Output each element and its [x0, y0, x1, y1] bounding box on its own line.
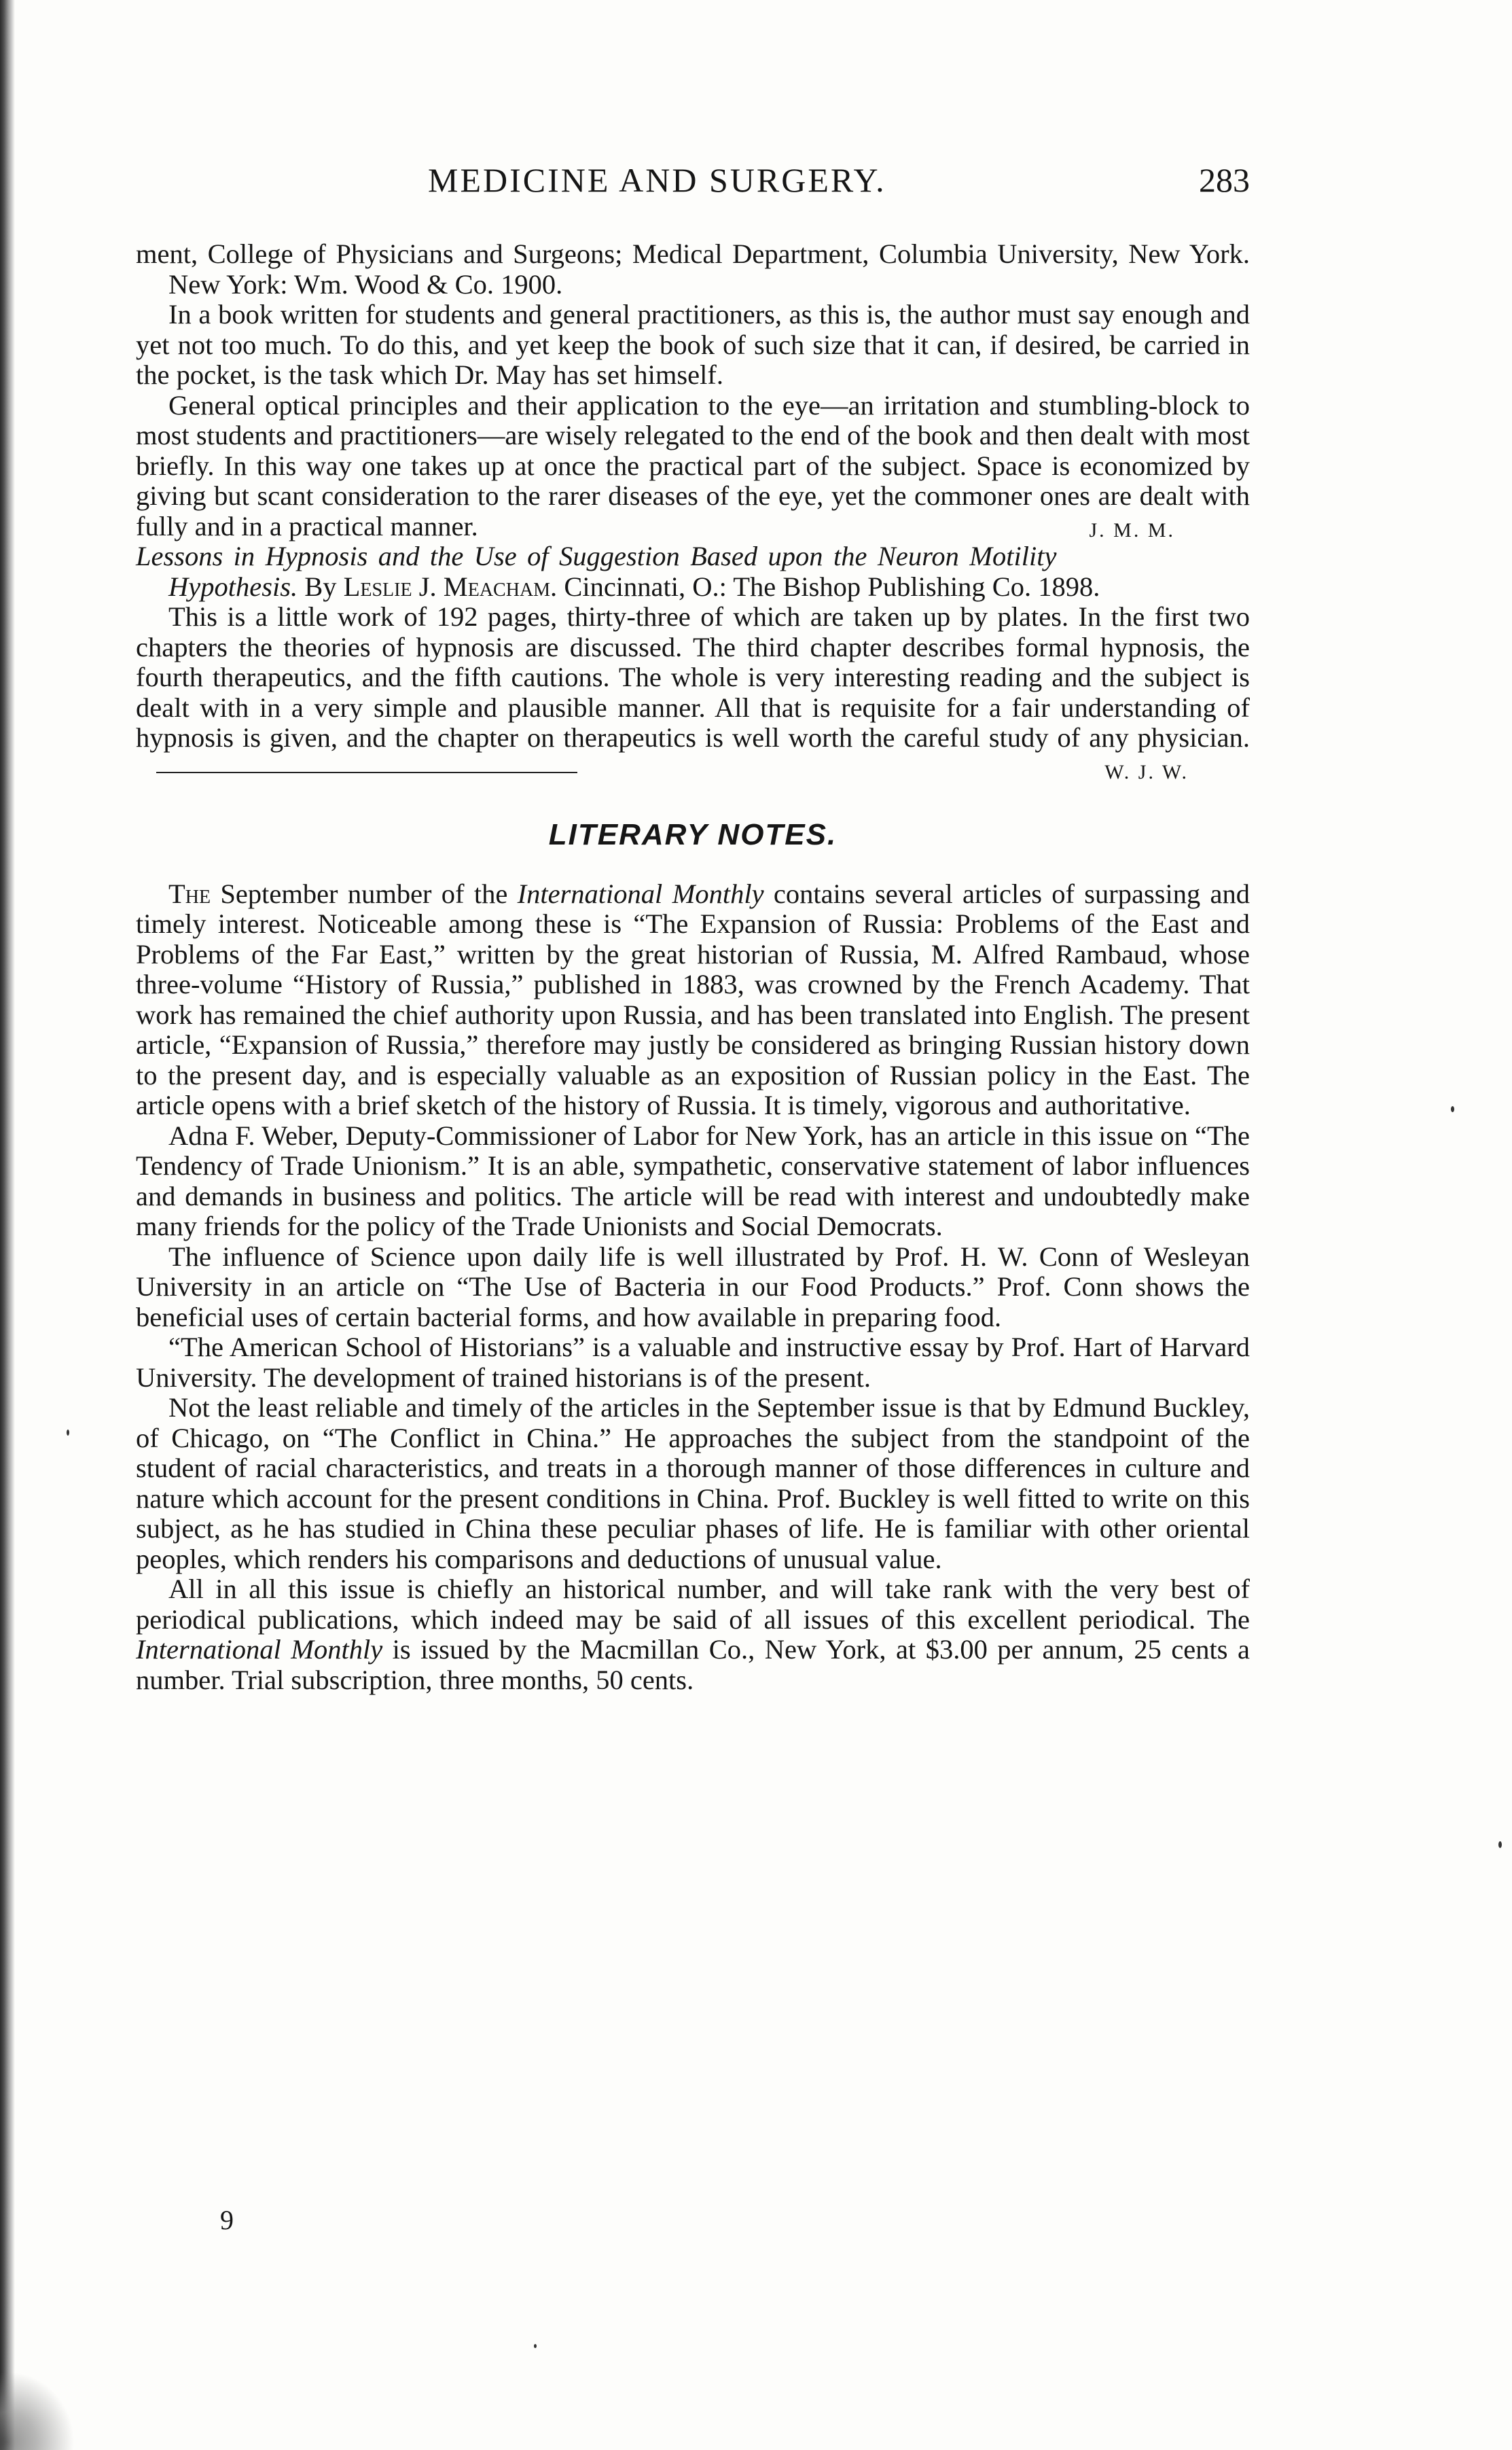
section-heading: LITERARY NOTES.: [548, 818, 838, 851]
review-paragraph: In a book written for students and general practitioners, as this is, the author must say enough and yet not too much. To do this, and yet keep the book of such size that it can, if desired, be carried in the pocket, is the task which Dr. May has set himself.: [136, 299, 1250, 390]
page-number: 283: [1199, 161, 1250, 199]
running-head: [136, 160, 1250, 208]
reviewer-signature: W. J. W.: [1104, 760, 1189, 783]
ink-speck: [1498, 1841, 1502, 1848]
note-paragraph: [136, 1574, 1250, 1695]
review-paragraph: [136, 391, 1250, 542]
note-paragraph: [136, 879, 1250, 1121]
running-title: MEDICINE AND SURGERY.: [428, 161, 886, 199]
note-paragraph: The influence of Science upon daily life is well illustrated by Prof. H. W. Conn of Wesleyan University in an article on “The Use of Bacteria in our Food Products.” Prof. Conn shows the beneficial uses of certain bacterial forms, and how available in preparing food.: [136, 1241, 1250, 1332]
citation-by: By: [304, 571, 337, 602]
review-paragraph-text: General optical principles and their application to the eye—an irritation and stumbling-block to most students and practitioners—are wisely relegated to the end of the book and then dealt with most briefly. In this way one takes up at once the practical part of the subject. Space is economized by giving but scant consideration to the rarer diseases of the eye, yet the commoner ones are dealt with fully and in a practical manner.: [136, 389, 1250, 542]
section-rule: [156, 772, 577, 773]
note-text: All in all this issue is chiefly an historical number, and will take rank with the very best of periodical publications, which indeed may be said of all issues of this excellent periodical. The: [136, 1574, 1250, 1635]
book-author: Leslie J. Meacham.: [343, 571, 558, 602]
corner-stain: [0, 2371, 75, 2450]
book-title: Lessons in Hypnosis and the Use of Suggestion Based upon the Neuron Motility Hypothesis.: [136, 541, 1057, 602]
review-paragraph: [136, 602, 1250, 783]
note-text: contains several articles of surpassing and timely interest. Noticeable among these is “The Expansion of Russia: Problems of the East and Problems of the Far East,” written by the great historian of Russia, M. Alfred Rambaud, whose three-volume “History of Russia,” published in 1883, was crowned by the French Academy. That work has remained the chief authority upon Russia, and has been translated into English. The present article, “Expansion of Russia,” therefore may justly be considered as bringing Russian history down to the present day, and is especially valuable as an exposition of Russian policy in the East. The article opens with a brief sketch of the history of Russia. It is timely, vigorous and authoritative.: [136, 878, 1250, 1120]
review-paragraph-text: This is a little work of 192 pages, thirty-three of which are taken up by plates. In the first two chapters the theories of hypnosis are discussed. The third chapter describes formal hypnosis, the fourth therapeutics, and the fifth cautions. The whole is very interesting reading and the subject is dealt with in a very simple and plausible manner. All that is requisite for a fair understanding of hypnosis is given, and the chapter on therapeutics is well worth the careful study of any physician.: [136, 601, 1250, 753]
note-paragraph: Not the least reliable and timely of the articles in the September issue is that by Edmund Buckley, of Chicago, on “The Conflict in China.” He approaches the subject from the standpoint of the student of racial characteristics, and treats in a thorough manner of those differences in culture and nature which account for the present conditions in China. Prof. Buckley is well fitted to write on this subject, as he has studied in China these peculiar phases of life. He is familiar with other oriental peoples, which renders his comparisons and deductions of unusual value.: [136, 1392, 1250, 1574]
reviewer-signature: J. M. M.: [1089, 518, 1175, 542]
note-text: September number of the: [211, 878, 518, 909]
citation-line-2: University, New York. New York: Wm. Wood & Co. 1900.: [168, 238, 1250, 300]
paragraph-lead-word: The: [168, 878, 211, 909]
note-paragraph: “The American School of Historians” is a valuable and instructive essay by Prof. Hart of Harvard University. The development of trained historians is of the present.: [136, 1332, 1250, 1393]
book-imprint: Cincinnati, O.: The Bishop Publishing Co. 1898.: [564, 571, 1100, 602]
note-text: is issued by the Macmillan Co., New York, at $3.00 per annum, 25 cents a number. Trial subscription, three months, 50 cents.: [136, 1634, 1250, 1695]
binding-edge: [0, 0, 15, 2450]
ink-speck: [67, 1430, 69, 1436]
citation-line-1: ment, College of Physicians and Surgeons; Medical Department, Columbia: [136, 238, 988, 269]
ink-speck: [1451, 1106, 1454, 1112]
signature-mark: 9: [220, 2205, 234, 2235]
review-citation: [136, 542, 1250, 602]
magazine-title: International Monthly: [517, 878, 764, 909]
note-paragraph: Adna F. Weber, Deputy-Commissioner of Labor for New York, has an article in this issue on “The Tendency of Trade Unionism.” It is an able, sympathetic, conservative statement of labor influences and demands in business and politics. The article will be read with interest and undoubtedly make many friends for the policy of the Trade Unionists and Social Democrats.: [136, 1120, 1250, 1241]
magazine-title: International Monthly: [136, 1634, 383, 1665]
body-text: [136, 239, 1250, 1695]
ink-speck: [534, 2344, 537, 2348]
review-citation-continuation: [136, 239, 1250, 300]
